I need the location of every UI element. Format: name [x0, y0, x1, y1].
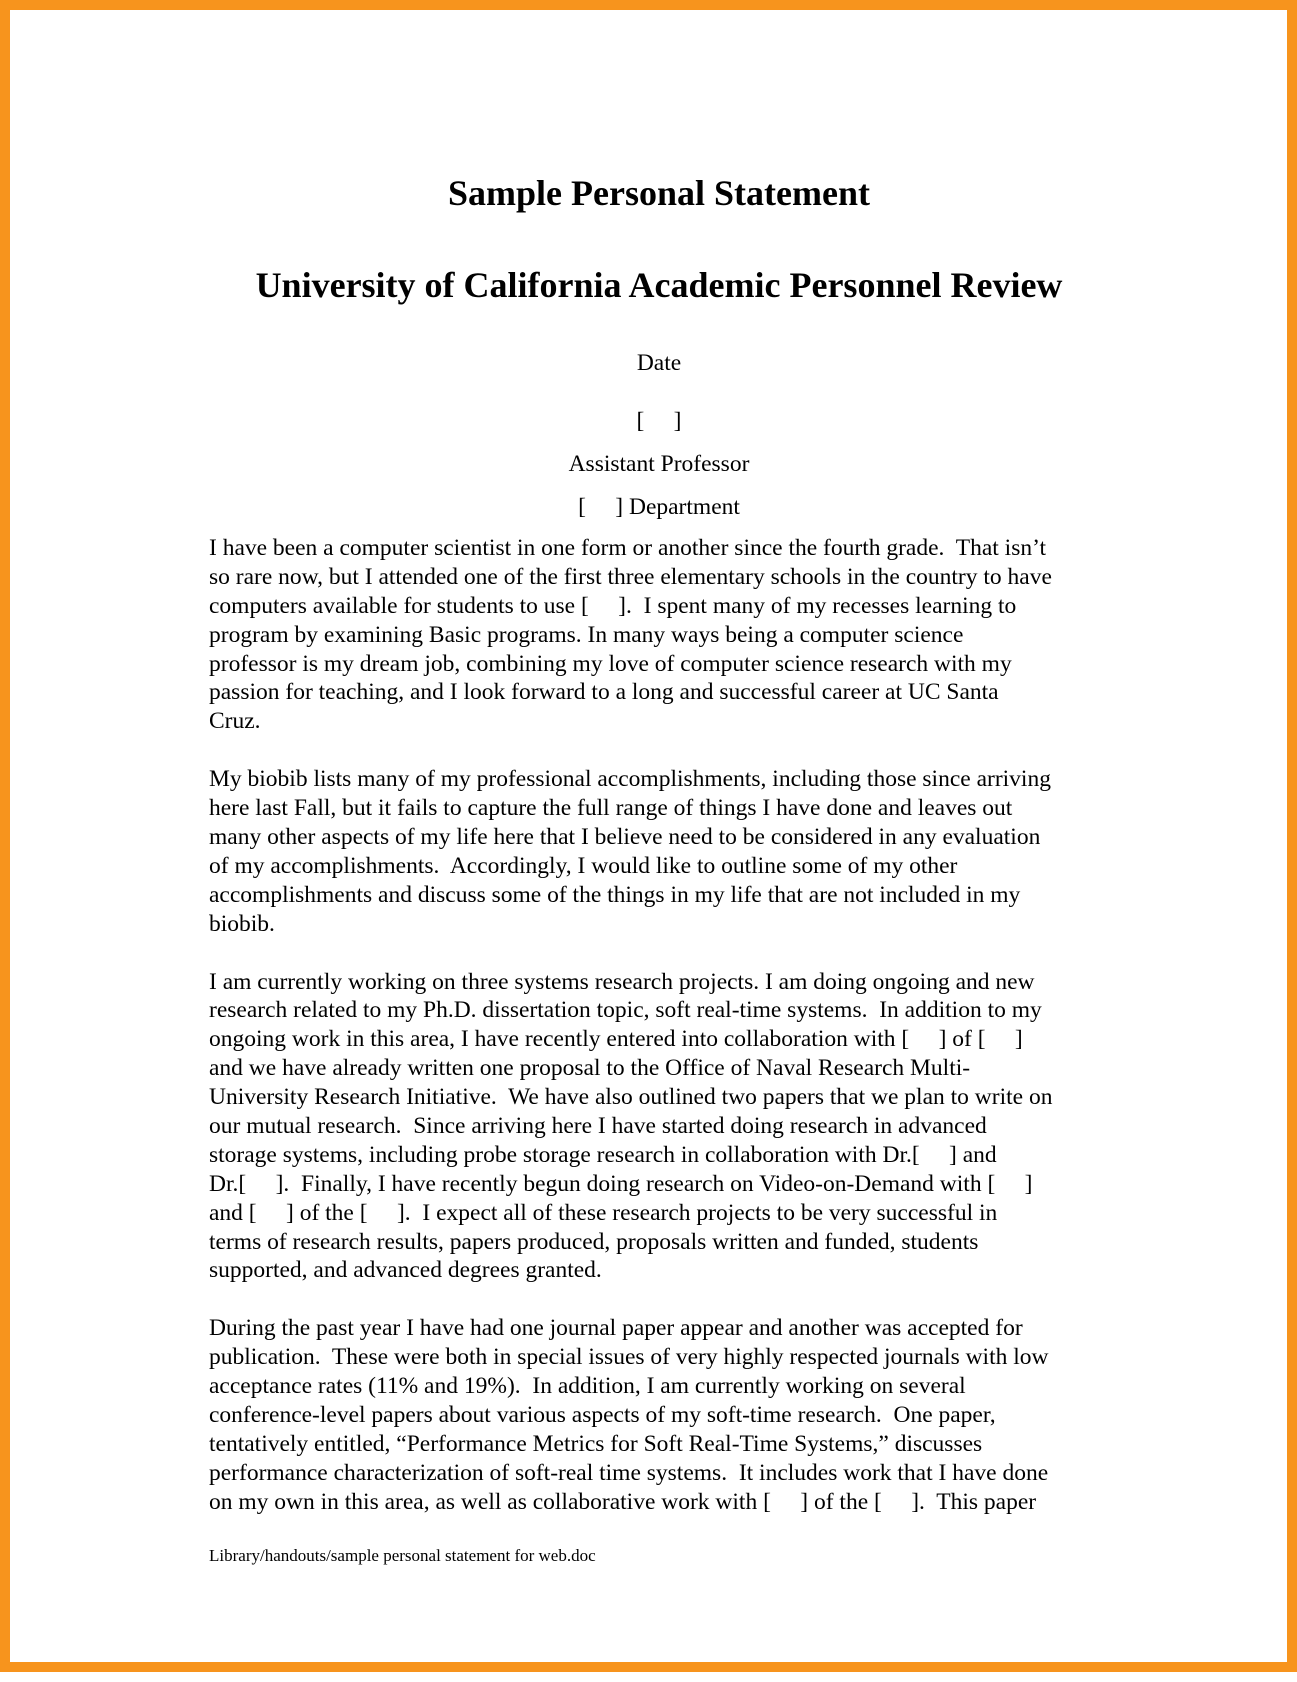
paragraph-line: ongoing work in this area, I have recently entered into collaboration with [ ] of [ ]: [209, 1026, 1023, 1053]
document-page: [209, 10, 1109, 1682]
paragraph-line: publication. These were both in special issues of very highly respected journals with low: [209, 1344, 1049, 1371]
paragraph-line: and [ ] of the [ ]. I expect all of these research projects to be very successful in: [209, 1199, 998, 1226]
paragraph-line: During the past year I have had one journal paper appear and another was accepted for: [209, 1315, 1023, 1342]
paragraph-line: conference-level papers about various aspects of my soft-time research. One paper,: [209, 1402, 996, 1429]
paragraph-line: Cruz.: [209, 708, 261, 735]
paragraph-line: Dr.[ ]. Finally, I have recently begun doing research on Video-on-Demand with [ ]: [209, 1170, 1033, 1197]
footer-file-path: Library/handouts/sample personal statement for web.doc: [209, 1546, 596, 1565]
paragraph-line: supported, and advanced degrees granted.: [209, 1257, 602, 1284]
paragraph-line: University Research Initiative. We have also outlined two papers that we plan to write on: [209, 1084, 1053, 1111]
paragraph-line: here last Fall, but it fails to capture the full range of things I have done and leaves out: [209, 795, 1013, 822]
paragraph-line: acceptance rates (11% and 19%). In addition, I am currently working on several: [209, 1373, 966, 1400]
date-label: Date: [636, 350, 682, 376]
statement-paragraph: [209, 765, 1109, 938]
paragraph-line: I have been a computer scientist in one form or another since the fourth grade. That isn’t: [209, 535, 1047, 561]
paragraph-line: and we have already written one proposal to the Office of Naval Research Multi-: [209, 1055, 971, 1082]
statement-paragraph: [209, 968, 1109, 1286]
paragraph-line: of my accomplishments. Accordingly, I would like to outline some of my other: [209, 852, 958, 879]
department-line: [ ] Department: [578, 494, 740, 520]
statement-paragraph: [209, 1314, 1109, 1516]
paragraph-line: performance characterization of soft-real time systems. It includes work that I have done: [209, 1459, 1049, 1486]
paragraph-line: many other aspects of my life here that I believe need to be considered in any evaluation: [209, 824, 1041, 851]
paragraph-line: I am currently working on three systems research projects. I am doing ongoing and new: [209, 968, 1035, 995]
document-title: Sample Personal Statement: [448, 173, 870, 213]
paragraph-line: biobib.: [209, 910, 275, 937]
paragraph-line: so rare now, but I attended one of the first three elementary schools in the country to have: [209, 563, 1052, 590]
paragraph-line: our mutual research. Since arriving here I have started doing research in advanced: [209, 1113, 987, 1140]
academic-rank: Assistant Professor: [568, 451, 750, 477]
paragraph-line: storage systems, including probe storage research in collaboration with Dr.[ ] and: [209, 1141, 997, 1168]
statement-paragraph: [209, 534, 1109, 736]
document-subtitle: University of California Academic Personnel Review: [255, 265, 1063, 305]
paragraph-line: terms of research results, papers produced, proposals written and funded, students: [209, 1228, 979, 1255]
name-placeholder: [ ]: [636, 408, 682, 434]
paragraph-line: accomplishments and discuss some of the things in my life that are not included in my: [209, 881, 1021, 908]
paragraph-line: professor is my dream job, combining my love of computer science research with my: [209, 650, 1012, 677]
statement-body: [209, 534, 1109, 1546]
paragraph-line: tentatively entitled, “Performance Metrics for Soft Real-Time Systems,” discusses: [209, 1430, 983, 1457]
paragraph-line: passion for teaching, and I look forward to a long and successful career at UC Santa: [209, 679, 999, 706]
paragraph-line: on my own in this area, as well as collaborative work with [ ] of the [ ]. This paper: [209, 1488, 1037, 1515]
paragraph-line: research related to my Ph.D. dissertation topic, soft real-time systems. In addition to my: [209, 997, 1042, 1024]
paragraph-line: program by examining Basic programs. In many ways being a computer science: [209, 621, 964, 648]
paragraph-line: My biobib lists many of my professional accomplishments, including those since arriving: [209, 766, 1051, 793]
paragraph-line: computers available for students to use [ ]. I spent many of my recesses learning to: [209, 592, 1017, 619]
